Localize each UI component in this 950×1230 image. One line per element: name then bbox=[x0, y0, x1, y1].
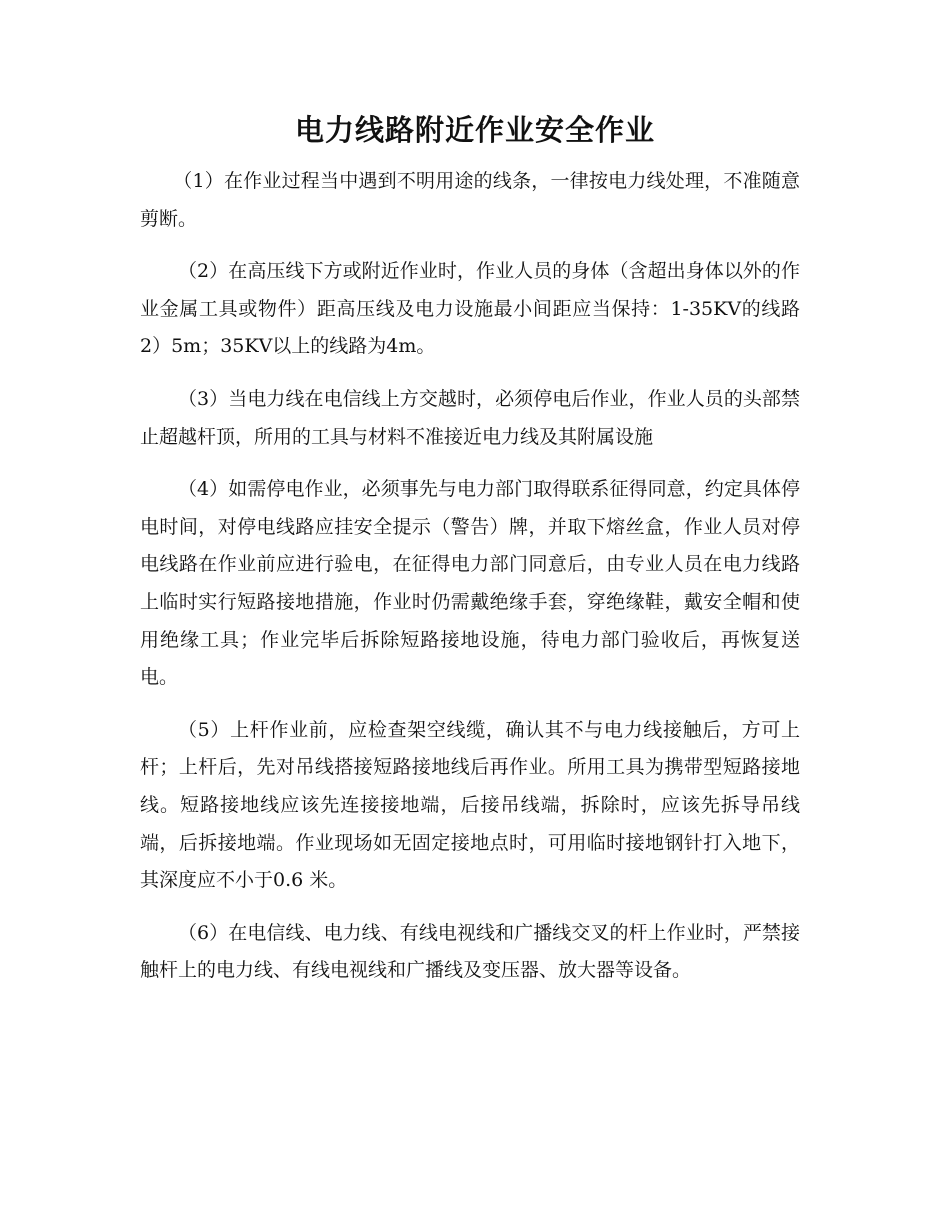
paragraph-6: （6）在电信线、电力线、有线电视线和广播线交叉的杆上作业时，严禁接触杆上的电力线、有线电视线和广播线及变压器、放大器等设备。 bbox=[140, 921, 800, 982]
paragraph-5: （5）上杆作业前，应检查架空线缆，确认其不与电力线接触后，方可上杆；上杆后，先对吊线搭接短路接地线后再作业。所用工具为携带型短路接地线。短路接地线应该先连接接地端，后接吊线端，拆除时，应该先拆导吊线端，后拆接地端。作业现场如无固定接地点时，可用临时接地钢针打入地下，其深度应不小于0.6 米。 bbox=[140, 718, 800, 892]
paragraph-4: （4）如需停电作业，必须事先与电力部门取得联系征得同意，约定具体停电时间，对停电线路应挂安全提示（警告）牌，并取下熔丝盒，作业人员对停电线路在作业前应进行验电，在征得电力部门同意后，由专业人员在电力线路上临时实行短路接地措施，作业时仍需戴绝缘手套，穿绝缘鞋，戴安全帽和使用绝缘工具；作业完毕后拆除短路接地设施，待电力部门验收后，再恢复送电。 bbox=[140, 478, 800, 689]
paragraph-1: （1）在作业过程当中遇到不明用途的线条，一律按电力线处理，不准随意剪断。 bbox=[140, 170, 800, 230]
paragraph-3: （3）当电力线在电信线上方交越时，必须停电后作业，作业人员的头部禁止超越杆顶，所用的工具与材料不准接近电力线及其附属设施 bbox=[140, 387, 800, 448]
paragraph-2: （2）在高压线下方或附近作业时，作业人员的身体（含超出身体以外的作业金属工具或物件）距高压线及电力设施最小间距应当保持：1-35KV的线路2）5m；35KV以上的线路为4m。 bbox=[140, 260, 800, 358]
document-body bbox=[140, 163, 800, 1005]
document-title: 电力线路附近作业安全作业 bbox=[294, 113, 655, 147]
